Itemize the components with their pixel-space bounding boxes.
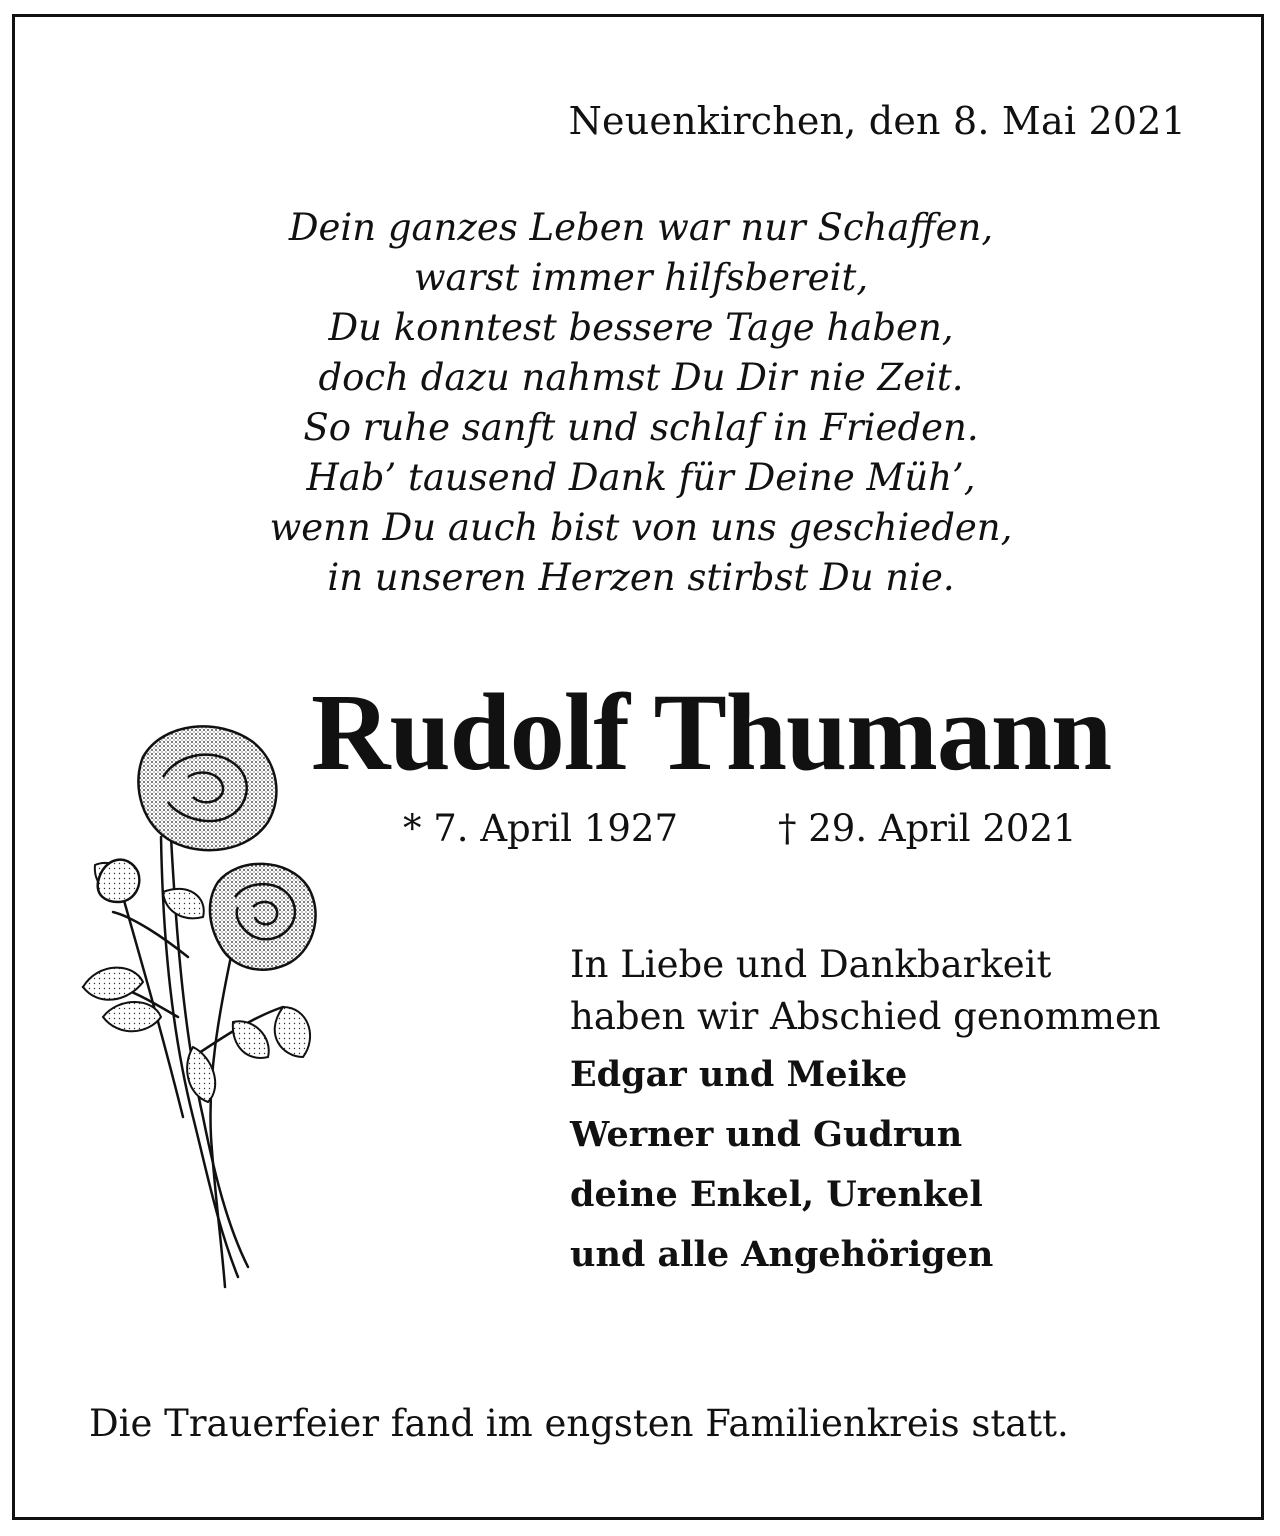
funeral-note: Die Trauerfeier fand im engsten Familienkreis statt. [89,1402,1069,1445]
mourner: Werner und Gudrun [570,1114,963,1155]
rose-illustration-icon [43,717,323,1297]
poem-line: Hab’ tausend Dank für Deine Müh’, [306,456,976,499]
place-date: Neuenkirchen, den 8. Mai 2021 [568,99,1186,143]
deceased-name: Rudolf Thumann [311,671,1112,793]
birth-date: * 7. April 1927 [403,807,679,850]
poem-line: in unseren Herzen stirbst Du nie. [327,556,955,599]
poem-line: Du konntest bessere Tage haben, [328,306,954,349]
mourners-list [570,1045,1161,1285]
poem-line: doch dazu nahmst Du Dir nie Zeit. [318,356,964,399]
obituary-notice [12,14,1264,1520]
family-section [570,939,1161,1285]
poem-line: So ruhe sanft und schlaf in Frieden. [303,406,979,449]
family-intro-line: haben wir Abschied genommen [570,995,1161,1038]
poem-line: Dein ganzes Leben war nur Schaffen, [288,206,994,249]
poem-line: warst immer hilfsbereit, [413,256,869,299]
mourner: und alle Angehörigen [570,1234,994,1275]
poem-line: wenn Du auch bist von uns geschieden, [269,506,1013,549]
poem [15,203,1267,603]
family-intro [570,939,1161,1043]
mourner: deine Enkel, Urenkel [570,1174,983,1215]
death-date: † 29. April 2021 [778,807,1077,850]
mourner: Edgar und Meike [570,1054,908,1095]
family-intro-line: In Liebe und Dankbarkeit [570,943,1052,986]
